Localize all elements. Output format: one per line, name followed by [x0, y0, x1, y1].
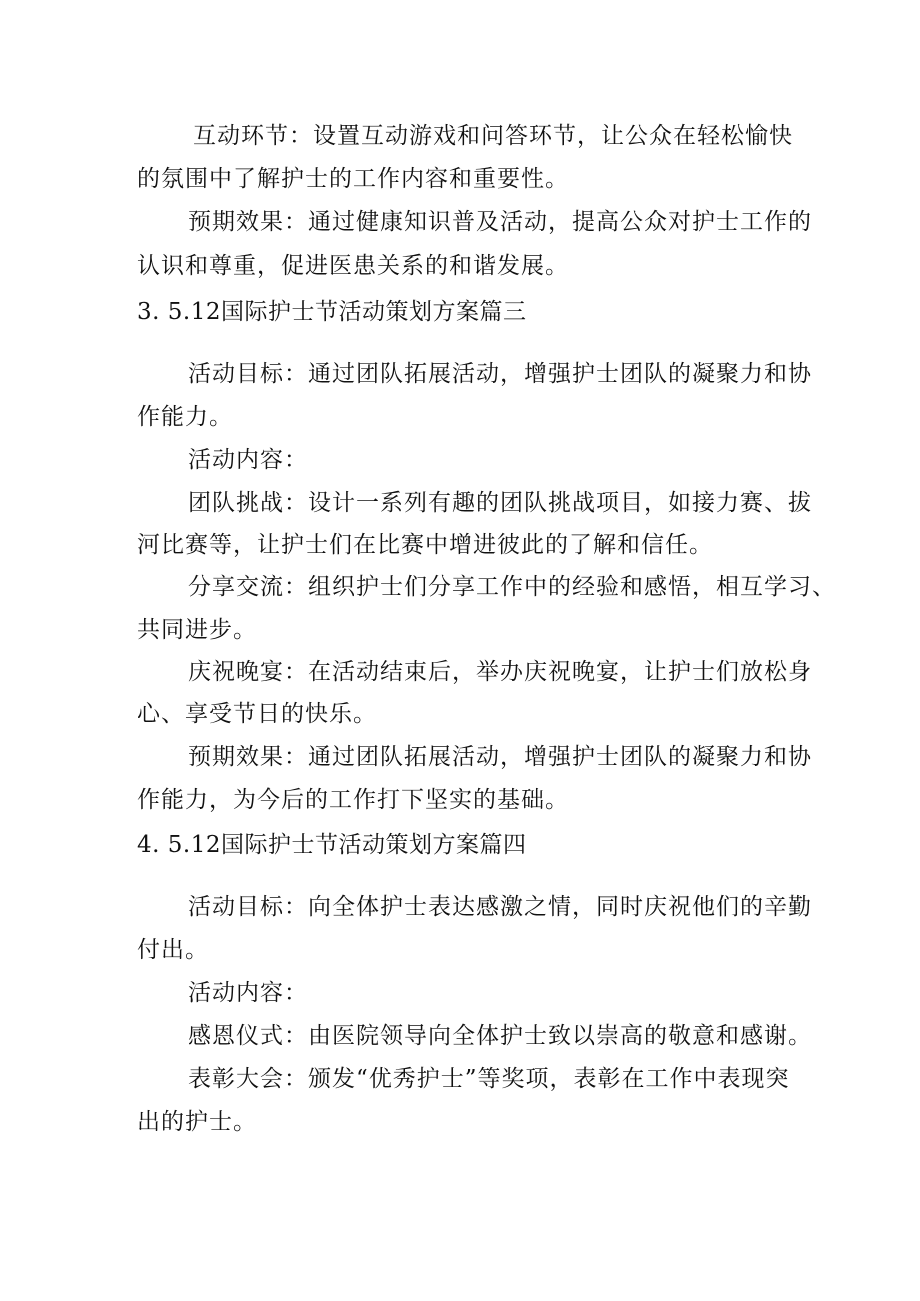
paragraph-line: 共同进步。: [137, 617, 257, 643]
paragraph-line: 团队挑战：设计一系列有趣的团队挑战项目，如接力赛、拔: [188, 490, 812, 516]
paragraph-line: 活动目标：通过团队拓展活动，增强护士团队的凝聚力和协: [188, 361, 812, 387]
paragraph-line: 活动内容：: [188, 980, 308, 1006]
paragraph-line: 心、享受节日的快乐。: [137, 701, 377, 727]
paragraph-line: 出的护士。: [137, 1109, 257, 1135]
paragraph-line: 活动内容：: [188, 447, 308, 473]
paragraph-line: 预期效果：通过健康知识普及活动，提高公众对护士工作的: [188, 209, 812, 235]
paragraph-line: 认识和尊重，促进医患关系的和谐发展。: [137, 253, 569, 279]
paragraph-line: 庆祝晚宴：在活动结束后，举办庆祝晚宴，让护士们放松身: [188, 659, 812, 685]
paragraph-line: 作能力，为今后的工作打下坚实的基础。: [137, 787, 569, 813]
paragraph-line: 活动目标：向全体护士表达感激之情，同时庆祝他们的辛勤: [188, 894, 812, 920]
paragraph-line: 作能力。: [137, 404, 233, 430]
paragraph-line: 感恩仪式：由医院领导向全体护士致以崇高的敬意和感谢。: [188, 1023, 812, 1049]
section-heading: 3. 5.12国际护士节活动策划方案篇三: [137, 299, 527, 325]
paragraph-line: 分享交流：组织护士们分享工作中的经验和感悟，相互学习、: [188, 574, 836, 600]
paragraph-line: 的氛围中了解护士的工作内容和重要性。: [137, 166, 569, 192]
paragraph-line: 付出。: [137, 937, 209, 963]
paragraph-line: 互动环节：设置互动游戏和问答环节，让公众在轻松愉快: [193, 123, 793, 149]
section-heading: 4. 5.12国际护士节活动策划方案篇四: [137, 832, 527, 858]
paragraph-line: 河比赛等，让护士们在比赛中增进彼此的了解和信任。: [137, 532, 713, 558]
paragraph-line: 预期效果：通过团队拓展活动，增强护士团队的凝聚力和协: [188, 744, 812, 770]
paragraph-line: 表彰大会：颁发“优秀护士”等奖项，表彰在工作中表现突: [188, 1066, 790, 1092]
